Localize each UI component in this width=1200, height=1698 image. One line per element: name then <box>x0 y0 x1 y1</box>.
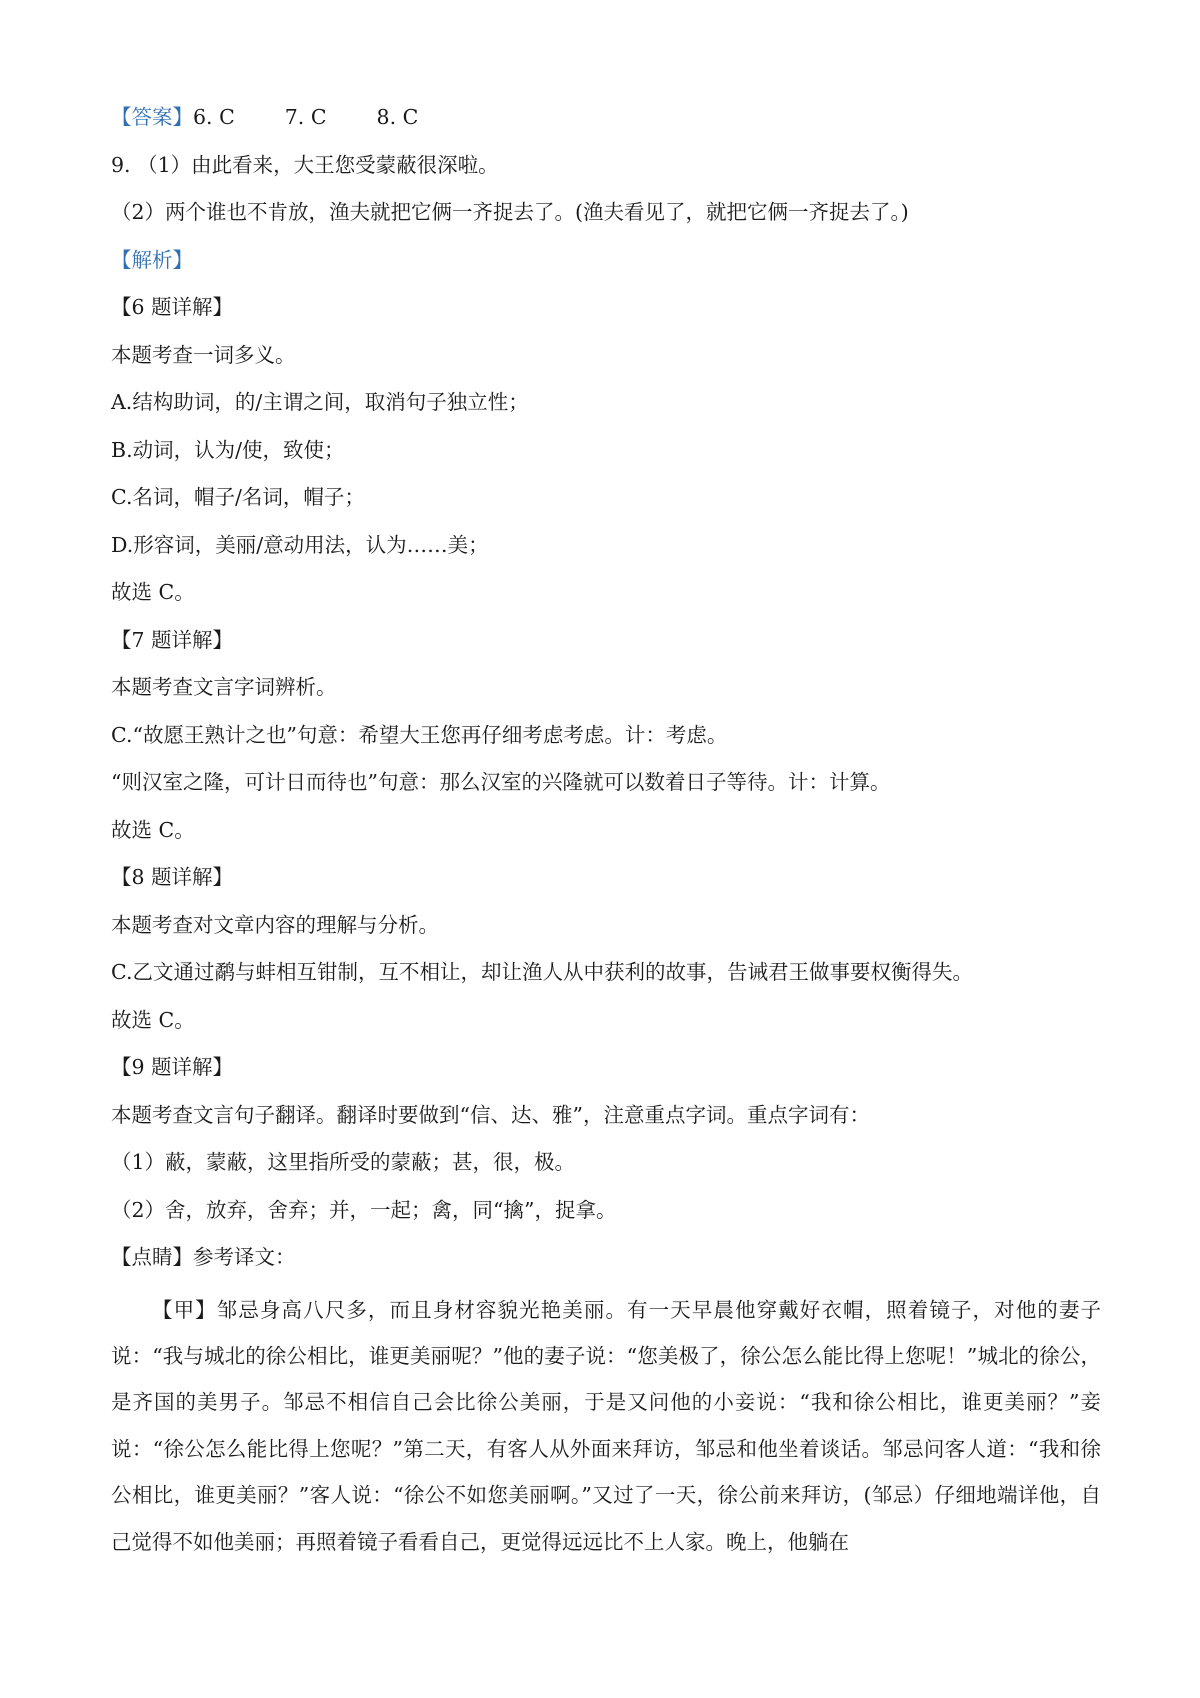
answer-line <box>111 97 1101 145</box>
q6-heading: 【6 题详解】 <box>111 295 234 319</box>
answer-item: 6. C <box>193 105 235 129</box>
q6-option-a: A.结构助词，的/主谓之间，取消句子独立性； <box>111 390 529 414</box>
q9-detail-line-2: （2）舍，放弃，舍弃；并，一起；禽，同“擒”，捉拿。 <box>111 1197 617 1222</box>
translation-paragraph: 【甲】邹忌身高八尺多，而且身材容貌光艳美丽。有一天早晨他穿戴好衣帽，照着镜子，对他的妻子说：“我与城北的徐公相比，谁更美丽呢？”他的妻子说：“您美极了，徐公怎么能比得上您呢！”城北的徐公，是齐国的美男子。邹忌不相信自己会比徐公美丽，于是又问他的小妾说：“我和徐公相比，谁更美丽？”妾说：“徐公怎么能比得上您呢？”第二天，有客人从外面来拜访，邹忌和他坐着谈话。邹忌问客人道：“我和徐公相比，谁更美丽？”客人说：“徐公不如您美丽啊。”又过了一天，徐公前来拜访，(邹忌）仔细地端详他，自己觉得不如他美丽；再照着镜子看看自己，更觉得远远比不上人家。晚上，他躺在 <box>111 1297 1101 1554</box>
answer-label: 【答案】 <box>111 105 193 129</box>
q7-line-1: C.“故愿王熟计之也”句意：希望大王您再仔细考虑考虑。计：考虑。 <box>111 722 728 747</box>
q9-detail-intro: 本题考查文言句子翻译。翻译时要做到“信、达、雅”，注意重点字词。重点字词有： <box>111 1102 870 1127</box>
q6-option-d: D.形容词，美丽/意动用法，认为……美； <box>111 532 489 557</box>
q9-answer-line-1: 9. （1）由此看来，大王您受蒙蔽很深啦。 <box>111 152 499 177</box>
dianjing-heading: 【点睛】参考译文： <box>111 1245 296 1269</box>
q6-intro: 本题考查一词多义。 <box>111 342 296 367</box>
answer-item: 7. C <box>284 105 327 129</box>
q7-conclusion: 故选 C。 <box>111 817 195 842</box>
q9-answer-line-2: （2）两个谁也不肯放，渔夫就把它俩一齐捉去了。(渔夫看见了，就把它俩一齐捉去了。) <box>111 200 909 224</box>
q7-intro: 本题考查文言字词辨析。 <box>111 675 337 699</box>
q7-line-2: “则汉室之隆，可计日而待也”句意：那么汉室的兴隆就可以数着日子等待。计：计算。 <box>111 770 891 794</box>
q8-line-1: C.乙文通过鹬与蚌相互钳制，互不相让，却让渔人从中获利的故事，告诫君王做事要权衡得失。 <box>111 960 973 984</box>
q8-heading: 【8 题详解】 <box>111 865 234 889</box>
answer-item: 8. C <box>376 105 419 129</box>
q6-option-c: C.名词，帽子/名词，帽子； <box>111 485 365 509</box>
q8-conclusion: 故选 C。 <box>111 1007 195 1032</box>
q8-intro: 本题考查对文章内容的理解与分析。 <box>111 912 439 937</box>
q9-detail-heading: 【9 题详解】 <box>111 1055 234 1079</box>
q9-detail-line-1: （1）蔽，蒙蔽，这里指所受的蒙蔽；甚，很，极。 <box>111 1150 576 1174</box>
analysis-label: 【解析】 <box>111 247 193 272</box>
q6-option-b: B.动词，认为/使，致使； <box>111 437 345 462</box>
q6-conclusion: 故选 C。 <box>111 580 195 604</box>
q7-heading: 【7 题详解】 <box>111 627 234 652</box>
page-content <box>111 97 1101 1565</box>
